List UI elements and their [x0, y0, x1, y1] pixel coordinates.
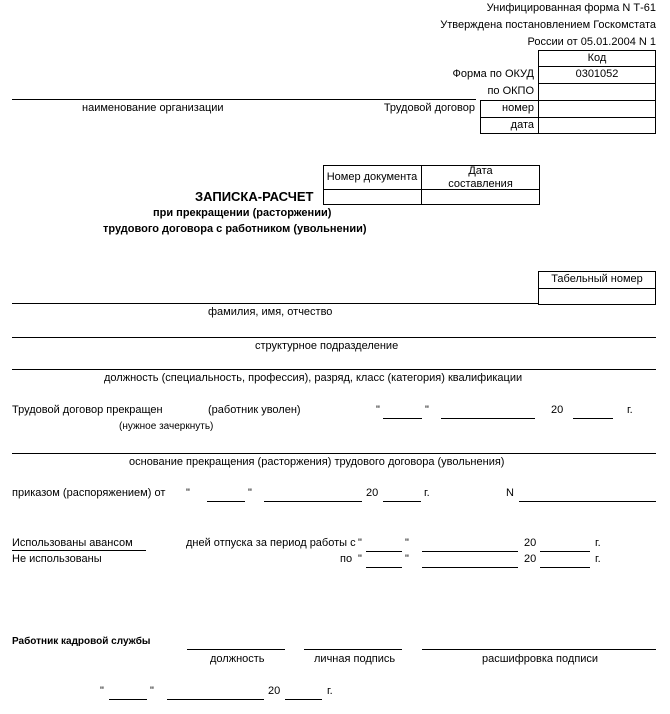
department-line[interactable]	[12, 337, 656, 338]
termination-day-field[interactable]	[383, 418, 422, 419]
termination-alt-label: (работник уволен)	[208, 404, 301, 416]
termination-note: (нужное зачеркнуть)	[119, 421, 214, 432]
vacation-from-year-field[interactable]	[540, 551, 590, 552]
vacation-days-text: дней отпуска за период работы с	[186, 537, 356, 549]
sign-date-day-field[interactable]	[109, 699, 147, 700]
hr-position-caption: должность	[210, 653, 265, 665]
order-number-field[interactable]	[519, 501, 656, 502]
vacation-to-text: по	[340, 553, 353, 565]
contract-label: Трудовой договор	[383, 102, 475, 114]
document-subtitle-1: при прекращении (расторжении)	[153, 207, 332, 219]
sign-date-quote-close: "	[150, 685, 154, 697]
termination-year-suffix: г.	[627, 404, 633, 416]
sign-date-year-suffix: г.	[327, 685, 333, 697]
document-date-header-1: Дата	[468, 165, 493, 177]
position-caption: должность (специальность, профессия), разряд, класс (категория) квалификации	[104, 372, 523, 384]
okud-label: Форма по ОКУД	[452, 68, 534, 80]
order-year-prefix: 20	[366, 487, 379, 499]
vacation-from-month-field[interactable]	[422, 551, 518, 552]
code-header: Код	[587, 52, 607, 64]
hr-signature-caption: личная подпись	[314, 653, 396, 665]
vacation-from-quote-close: "	[405, 537, 409, 549]
position-line[interactable]	[12, 369, 656, 370]
termination-label: Трудовой договор прекращен	[12, 404, 163, 416]
hr-decode-caption: расшифровка подписи	[482, 653, 599, 665]
form-header-line-3: России от 05.01.2004 N 1	[527, 36, 656, 48]
termination-quote-open: "	[376, 404, 380, 416]
vacation-unused-label: Не использованы	[12, 553, 102, 565]
vacation-to-year-prefix: 20	[524, 553, 537, 565]
fio-caption: фамилия, имя, отчество	[208, 306, 333, 318]
vacation-to-quote-close: "	[405, 553, 409, 565]
form-header-line-2: Утверждена постановлением Госкомстата	[440, 19, 656, 31]
organization-line[interactable]	[12, 99, 476, 100]
tabel-number-header: Табельный номер	[551, 273, 643, 285]
fio-line[interactable]	[12, 303, 538, 304]
sign-date-month-field[interactable]	[167, 699, 264, 700]
okud-value: 0301052	[575, 68, 619, 80]
document-number-header: Номер документа	[326, 171, 418, 183]
vacation-to-quote-open: "	[358, 553, 362, 565]
order-quote-close: "	[248, 487, 252, 499]
organization-caption: наименование организации	[82, 102, 224, 114]
vacation-to-year-field[interactable]	[540, 567, 590, 568]
termination-quote-close: "	[425, 404, 429, 416]
order-label: приказом (распоряжением) от	[12, 487, 166, 499]
sign-date-year-field[interactable]	[285, 699, 322, 700]
basis-line[interactable]	[12, 453, 656, 454]
sign-date-year-prefix: 20	[268, 685, 281, 697]
vacation-used-label: Использованы авансом	[12, 537, 133, 549]
order-year-field[interactable]	[383, 501, 421, 502]
order-month-field[interactable]	[264, 501, 362, 502]
document-subtitle-2: трудового договора с работником (увольнении)	[103, 223, 367, 235]
termination-year-prefix: 20	[551, 404, 564, 416]
hr-position-field[interactable]	[187, 649, 285, 650]
vacation-from-year-prefix: 20	[524, 537, 537, 549]
department-caption: структурное подразделение	[255, 340, 399, 352]
vacation-from-quote-open: "	[358, 537, 362, 549]
vacation-from-year-suffix: г.	[595, 537, 601, 549]
vacation-from-day-field[interactable]	[366, 551, 402, 552]
vacation-used-underline	[12, 550, 146, 551]
vacation-to-year-suffix: г.	[595, 553, 601, 565]
order-quote-open: "	[186, 487, 190, 499]
hr-employee-label: Работник кадровой службы	[12, 636, 151, 647]
order-day-field[interactable]	[207, 501, 245, 502]
hr-signature-field[interactable]	[304, 649, 402, 650]
termination-year-field[interactable]	[573, 418, 613, 419]
sign-date-quote-open: "	[100, 685, 104, 697]
order-year-suffix: г.	[424, 487, 430, 499]
vacation-to-month-field[interactable]	[422, 567, 518, 568]
document-date-header-2: составления	[448, 178, 513, 190]
okpo-label: по ОКПО	[487, 85, 534, 97]
document-title: ЗАПИСКА-РАСЧЕТ	[195, 189, 314, 204]
hr-decode-field[interactable]	[422, 649, 656, 650]
order-number-label: N	[506, 487, 514, 499]
basis-caption: основание прекращения (расторжения) трудового договора (увольнения)	[129, 456, 505, 468]
vacation-to-day-field[interactable]	[366, 567, 402, 568]
contract-date-label: дата	[510, 119, 534, 131]
termination-month-field[interactable]	[441, 418, 535, 419]
contract-number-label: номер	[502, 102, 534, 114]
form-header-line-1: Унифицированная форма N Т-61	[486, 2, 656, 14]
